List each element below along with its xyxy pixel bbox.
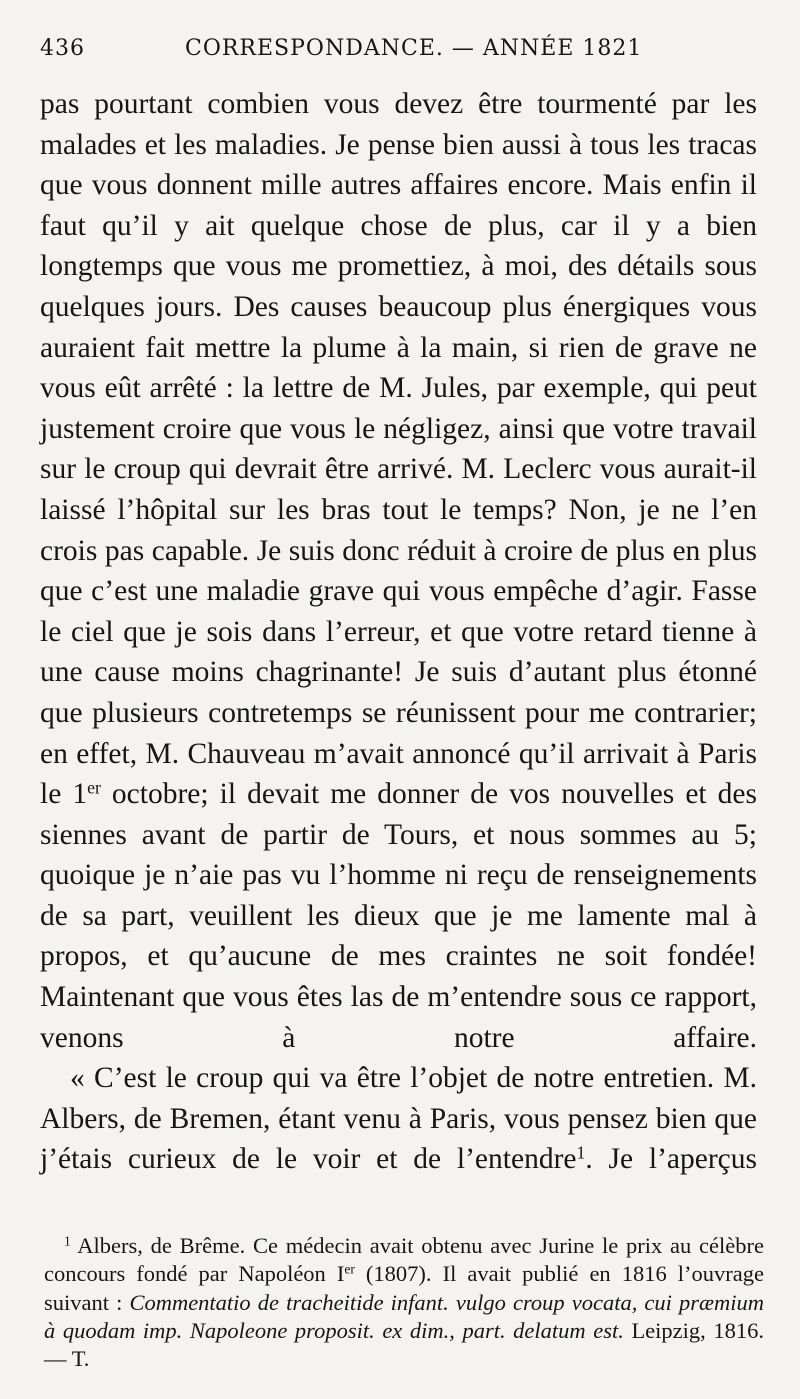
- paragraph-text: octobre; il devait me donner de vos nouvelles et des siennes avant de partir de Tours, et nous sommes au 5; quoique je n’aie pas vu l’homme ni reçu de renseignements de sa part, veuillent les dieux que je me lamente mal à propos, et qu’aucune de mes craintes ne soit fondée! Maintenant que vous êtes las de m’entendre sous ce rapport, venons à notre affaire.: [40, 778, 758, 1054]
- paragraph-text: pas pourtant combien vous devez être tourmenté par les malades et les maladies. Je pense bien aussi à tous les tracas que vous donnent mille autres affaires encore. Mais enfin il faut qu’il y ait quelque chose de plus, car il y a bien longtemps que vous me promettiez, à moi, des détails sous quelques jours. Des causes beaucoup plus énergiques vous auraient fait mettre la plume à la main, si rien de grave ne vous eût arrêté : la lettre de M. Jules, par exemple, qui peut justement croire que vous le négligez, ainsi que votre travail sur le croup qui devrait être arrivé. M. Leclerc vous aurait-il laissé l’hôpital sur les bras tout le temps? Non, je ne l’en crois pas capable. Je suis donc réduit à croire de plus en plus que c’est une maladie grave qui vous empêche d’agir. Fasse le ciel que je sois dans l’erreur, et que votre retard tienne à une cause moins chagrinante! Je suis d’autant plus étonné que plusieurs contretemps se réunissent pour me contrarier; en effet, M. Chauveau m’avait annoncé qu’il arrivait à Paris le 1: [40, 88, 757, 811]
- footnote-marker: 1: [64, 1233, 71, 1249]
- main-text: [40, 84, 757, 1180]
- paragraph: [40, 1058, 757, 1180]
- superscript: er: [344, 1261, 355, 1277]
- page-number: 436: [40, 36, 85, 61]
- footnote: [44, 1232, 764, 1373]
- running-header: [40, 28, 760, 68]
- running-title: CORRESPONDANCE. — ANNÉE 1821: [185, 36, 643, 61]
- superscript: er: [87, 777, 101, 798]
- footnote-part: (1807). Il avait publié en 1816 l’ouvrage suivant :: [44, 1261, 764, 1315]
- paragraph: [40, 84, 757, 1058]
- footnote-part: Leipzig, 1816. — T.: [44, 1317, 764, 1372]
- paragraph-text: « C’est le croup qui va être l’objet de notre entretien. M. Albers, de Bremen, étant venu à Paris, vous pensez bien que j’étais curieux de le voir et de l’entendre: [40, 1062, 757, 1176]
- footnote-text: [44, 1232, 764, 1373]
- footnote-part: Albers, de Brême. Ce médecin avait obtenu avec Jurine le prix au célèbre concours fondé par Napoléon I: [44, 1233, 764, 1287]
- footnote-book-title: Commentatio de tracheitide infant. vulgo croup vocata, cui præmium à quodam imp. Napoleone proposit. ex dim., part. delatum est.: [44, 1289, 765, 1343]
- paragraph-text: . Je l’aperçus: [585, 1143, 757, 1176]
- footnote-reference: 1: [576, 1142, 586, 1163]
